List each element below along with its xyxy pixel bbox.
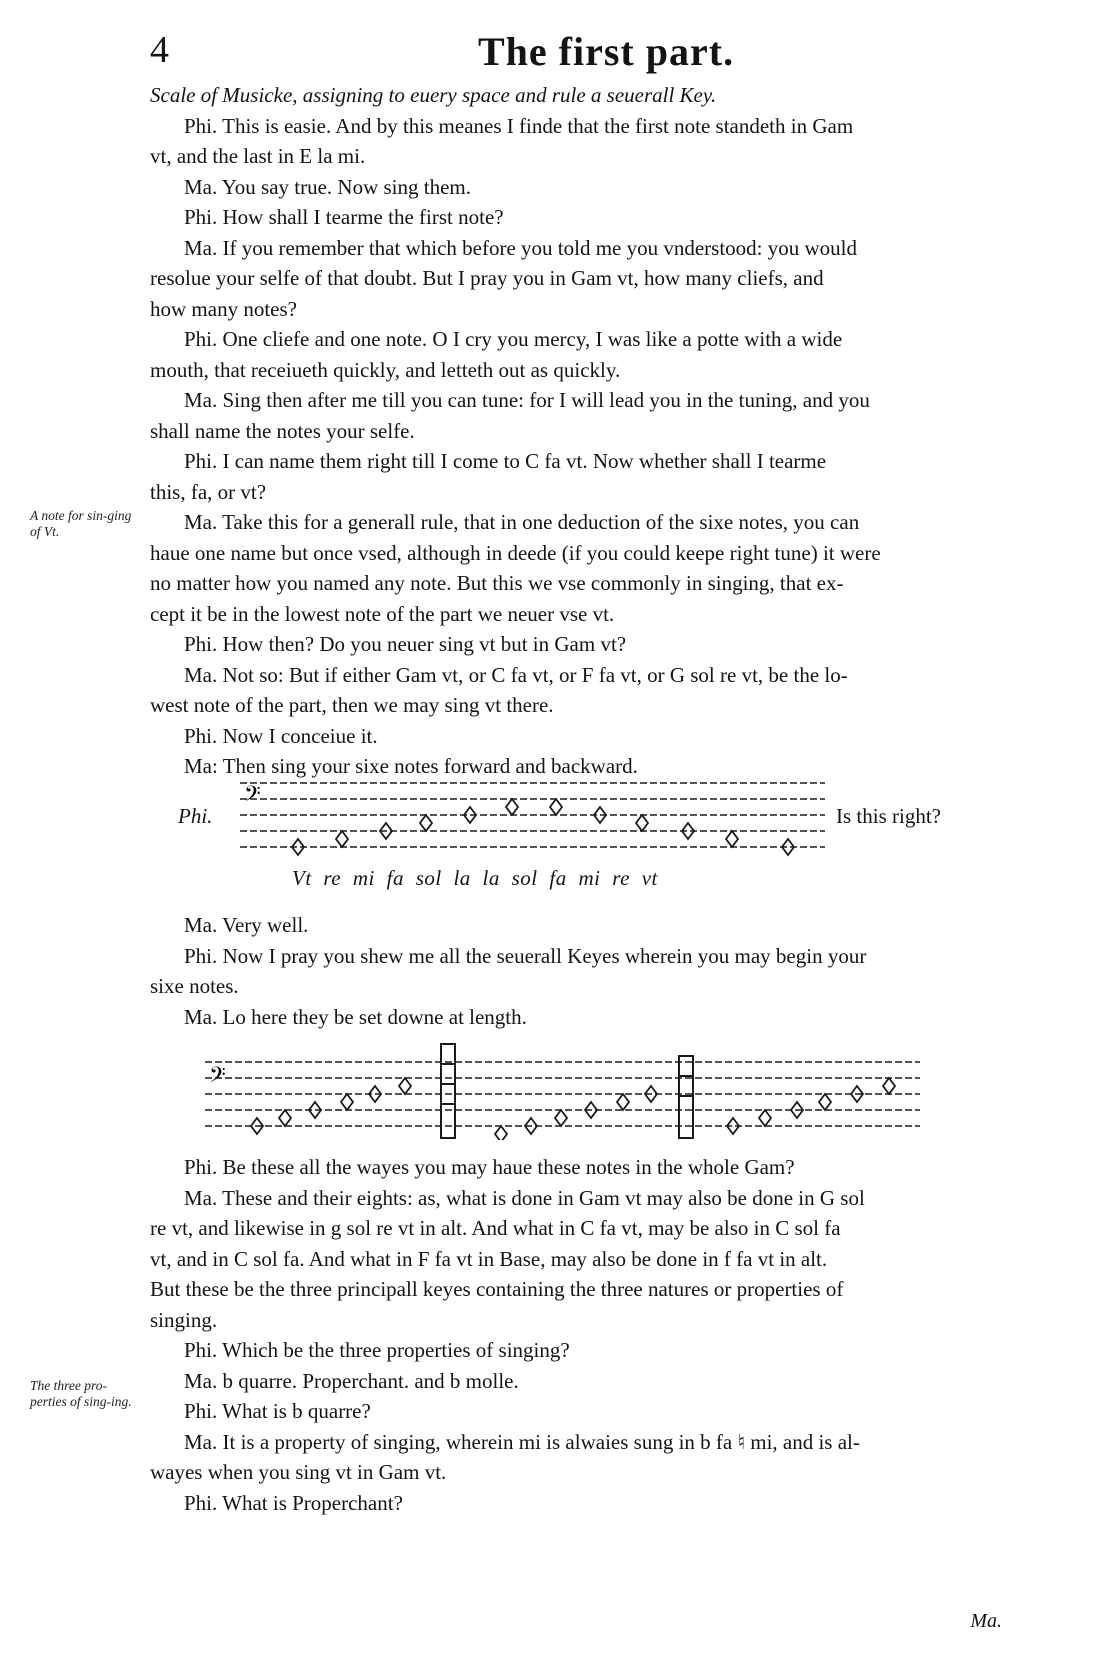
text-line: haue one name but once vsed, although in deede (if you could keepe right tune) it were — [150, 540, 881, 565]
text-line: Phi. One cliefe and one note. O I cry you mercy, I was like a potte with a wide — [184, 327, 843, 351]
text-line: Phi. What is b quarre? — [184, 1399, 371, 1423]
notes-group — [251, 1078, 895, 1140]
example-question: Is this right? — [836, 804, 941, 828]
note-icon — [506, 799, 518, 815]
text-block-1 — [150, 80, 1028, 782]
text-line: vt, and in C sol fa. And what in F fa vt in Base, may also be done in f fa vt in alt. — [150, 1246, 828, 1271]
text-line: Ma. These and their eights: as, what is done in Gam vt may also be done in G sol — [184, 1185, 865, 1210]
note-icon — [495, 1126, 507, 1140]
text-line: re vt, and likewise in g sol re vt in alt. And what in C fa vt, may be also in C sol fa — [150, 1216, 841, 1240]
text-line: Ma. You say true. Now sing them. — [184, 174, 471, 199]
note-icon — [420, 815, 432, 831]
note-icon — [399, 1078, 411, 1094]
text-line: wayes when you sing vt in Gam vt. — [150, 1460, 447, 1484]
note-icon — [819, 1094, 831, 1110]
text-line: Phi. What is Properchant? — [184, 1490, 403, 1515]
bass-clef-icon: 𝄢 — [244, 782, 261, 812]
text-line: But these be the three principall keyes containing the three natures or properties of — [150, 1277, 844, 1301]
text-line: no matter how you named any note. But this we vse commonly in singing, that ex- — [150, 571, 844, 595]
text-line: Ma. Not so: But if either Gam vt, or C fa vt, or F fa vt, or G sol re vt, be the lo- — [184, 662, 848, 687]
text-line: Ma. If you remember that which before you told me you vnderstood: you would — [184, 235, 858, 260]
note-icon — [555, 1110, 567, 1126]
music-staff-example-1 — [240, 775, 830, 867]
text-line: mouth, that receiueth quickly, and letteth out as quickly. — [150, 357, 621, 382]
bar-division-icon — [441, 1044, 455, 1138]
text-line: cept it be in the lowest note of the part we neuer vse vt. — [150, 601, 615, 626]
text-block-3 — [150, 1152, 1028, 1518]
catchword: Ma. — [970, 1610, 1002, 1632]
text-line: Phi. Now I pray you shew me all the seuerall Keyes wherein you may begin your — [184, 943, 867, 968]
text-line: Phi. Which be the three properties of singing? — [184, 1338, 570, 1362]
text-line: Phi. How then? Do you neuer sing vt but in Gam vt? — [184, 632, 627, 656]
bass-clef-icon: 𝄢 — [209, 1063, 226, 1093]
margin-note-properties: The three pro-perties of sing-ing. — [30, 1378, 132, 1409]
text-line: Ma: Then sing your sixe notes forward and backward. — [184, 754, 638, 778]
text-line: Phi. I can name them right till I come to C fa vt. Now whether shall I tearme — [184, 449, 827, 473]
note-icon — [759, 1110, 771, 1126]
running-head: The first part. — [478, 29, 735, 74]
text-line: Ma. It is a property of singing, wherein mi is alwaies sung in b fa ♮ mi, and is al- — [184, 1429, 860, 1454]
text-line: how many notes? — [150, 296, 297, 321]
text-line: Phi. How shall I tearme the first note? — [184, 205, 504, 229]
text-line: Ma. Lo here they be set downe at length. — [184, 1004, 527, 1029]
text-line: vt, and the last in E la mi. — [150, 144, 366, 168]
text-line: sixe notes. — [150, 974, 239, 998]
text-line: Ma. Very well. — [184, 913, 309, 937]
text-line: Ma. Take this for a generall rule, that in one deduction of the sixe notes, you can — [184, 510, 860, 534]
text-line: Ma. b quarre. Properchant. and b molle. — [184, 1368, 519, 1393]
note-icon — [617, 1094, 629, 1110]
text-line: Phi. Be these all the wayes you may haue these notes in the whole Gam? — [184, 1155, 795, 1179]
text-line: Phi. This is easie. And by this meanes I finde that the first note standeth in Gam — [184, 113, 854, 138]
note-icon — [336, 831, 348, 847]
staff-lines — [205, 1062, 920, 1126]
solmization-syllables: Vt re mi fa sol la la sol fa mi re vt — [292, 866, 658, 890]
note-icon — [550, 799, 562, 815]
margin-note-vt: A note for sin-ging of Vt. — [30, 508, 132, 539]
text-line: shall name the notes your selfe. — [150, 418, 415, 443]
note-icon — [883, 1078, 895, 1094]
text-line: Scale of Musicke, assigning to euery space and rule a seuerall Key. — [150, 83, 717, 107]
text-line: resolue your selfe of that doubt. But I pray you in Gam vt, how many cliefs, and — [150, 266, 824, 290]
example-speaker: Phi. — [178, 804, 213, 828]
note-icon — [726, 831, 738, 847]
text-block-2 — [150, 910, 1028, 1032]
note-icon — [279, 1110, 291, 1126]
text-line: Ma. Sing then after me till you can tune: for I will lead you in the tuning, and you — [184, 388, 870, 412]
text-line: singing. — [150, 1307, 218, 1332]
text-line: this, fa, or vt? — [150, 479, 267, 504]
note-icon — [341, 1094, 353, 1110]
music-staff-example-2 — [205, 1040, 925, 1140]
page-number: 4 — [150, 29, 169, 71]
note-icon — [636, 815, 648, 831]
text-line: Phi. Now I conceiue it. — [184, 723, 378, 748]
text-line: west note of the part, then we may sing vt there. — [150, 693, 554, 717]
